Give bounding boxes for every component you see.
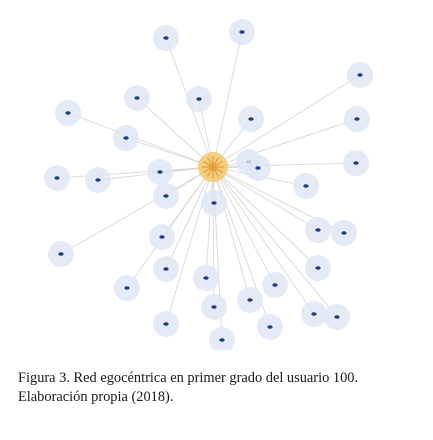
- alter-node: [293, 173, 319, 199]
- alter-node: [209, 327, 235, 350]
- ego-node: [198, 152, 228, 182]
- alter-node: [153, 183, 179, 209]
- alter-node: [147, 159, 173, 185]
- network-edge: [213, 32, 242, 167]
- alter-node: [262, 272, 288, 298]
- alter-node: [186, 86, 212, 112]
- alter-node: [153, 311, 179, 337]
- alter-node: [347, 62, 373, 88]
- alter-node: [153, 25, 179, 51]
- network-edge: [68, 113, 213, 167]
- alter-node: [305, 255, 331, 281]
- alter-node: [44, 165, 70, 191]
- alter-node: [113, 125, 139, 151]
- alter-node: [55, 100, 81, 126]
- alter-node: [324, 304, 350, 330]
- alter-node: [201, 190, 227, 216]
- alter-node: [124, 85, 150, 111]
- alter-node: [149, 224, 175, 250]
- alter-node: [229, 19, 255, 45]
- network-edge: [61, 167, 213, 254]
- network-edge: [57, 167, 213, 178]
- alter-node: [305, 217, 331, 243]
- alter-node: [245, 155, 271, 181]
- alter-node: [257, 314, 283, 340]
- network-edge: [213, 119, 357, 167]
- alter-node: [238, 106, 264, 132]
- network-edge: [213, 167, 275, 285]
- alter-node: [301, 301, 327, 327]
- alter-node: [344, 106, 370, 132]
- alter-node: [331, 220, 357, 246]
- alter-node: [201, 294, 227, 320]
- alter-node: [343, 150, 369, 176]
- network-edge: [166, 167, 213, 269]
- figure-caption: [18, 369, 423, 407]
- alter-node: [237, 287, 263, 313]
- alter-node: [193, 265, 219, 291]
- caption-line-2: Elaboración propia (2018).: [18, 389, 174, 405]
- network-edge: [213, 75, 360, 167]
- alter-node: [85, 167, 111, 193]
- alter-node: [114, 275, 140, 301]
- alter-node: [153, 256, 179, 282]
- caption-line-1: Figura 3. Red egocéntrica en primer grado del usuario 100.: [18, 370, 359, 386]
- network-edge: [206, 167, 213, 278]
- alter-node: [48, 241, 74, 267]
